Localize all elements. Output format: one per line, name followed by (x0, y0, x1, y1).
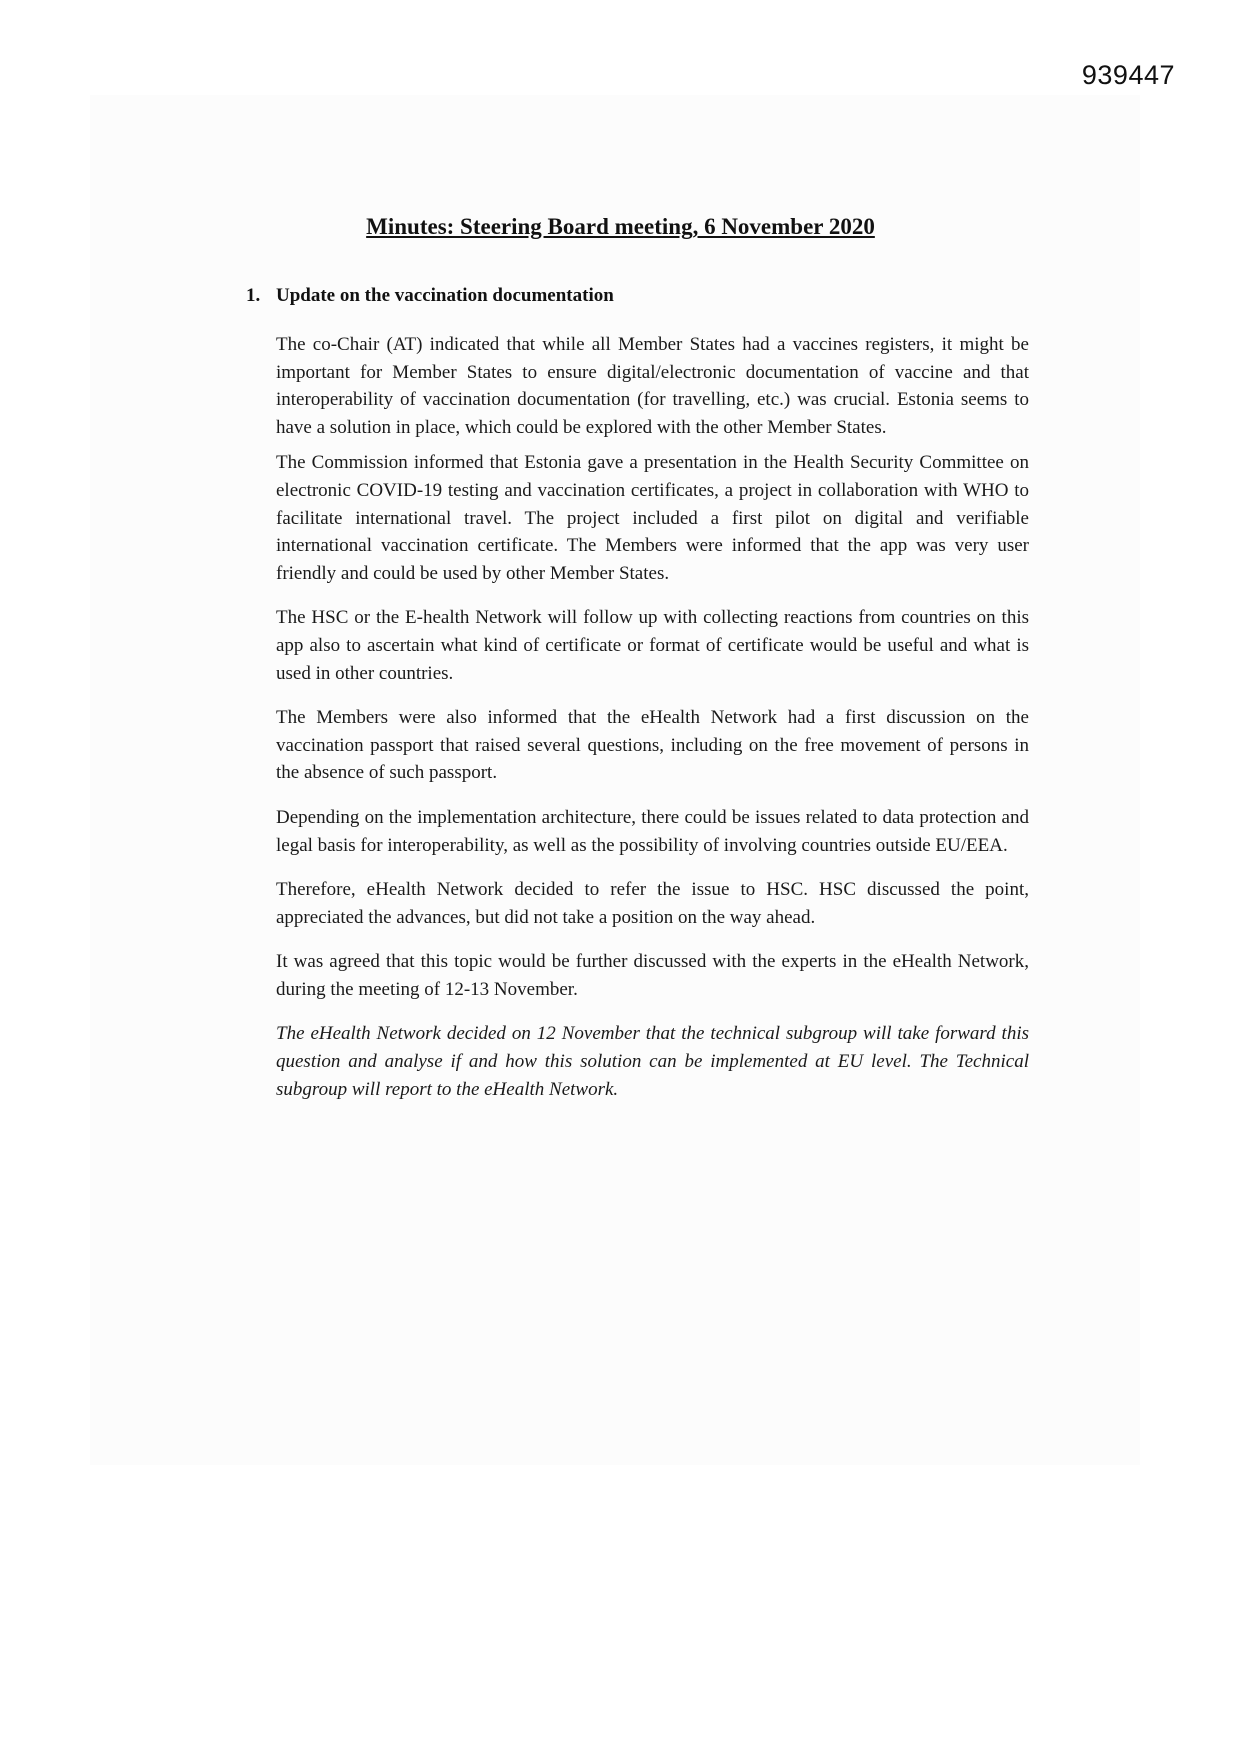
paragraph-cochair-registers: The co-Chair (AT) indicated that while all Member States had a vaccines registers, it might be important for Member States to ensure digital/electronic documentation of vaccine and that interoperability of vaccination documentation (for travelling, etc.) was crucial. Estonia seems to have a solution in place, which could be explored with the other Member States. (276, 334, 1029, 438)
paragraph-vaccination-passport: The Members were also informed that the eHealth Network had a first discussion on the vaccination passport that raised several questions, including on the free movement of persons in the absence of such passport. (276, 707, 1029, 784)
section-body (276, 331, 1029, 1103)
section-heading-text: Update on the vaccination documentation (276, 285, 614, 306)
paragraph-implementation-architecture: Depending on the implementation architecture, there could be issues related to data protection and legal basis for interoperability, as well as the possibility of involving countries outside EU/EEA. (276, 806, 1029, 856)
paragraph-hsc-followup: The HSC or the E-health Network will follow up with collecting reactions from countries on this app also to ascertain what kind of certificate or format of certificate would be useful and what is used in other countries. (276, 607, 1029, 684)
section-number: 1. (246, 285, 261, 306)
paragraph-ehealth-decision-note: The eHealth Network decided on 12 November that the technical subgroup will take forward this question and analyse if and how this solution can be implemented at EU level. The Technical subgroup will report to the eHealth Network. (276, 1023, 1029, 1100)
section-heading (246, 285, 614, 307)
paragraph-further-discussion: It was agreed that this topic would be further discussed with the experts in the eHealth Network, during the meeting of 12-13 November. (276, 951, 1029, 1000)
document-id: 939447 (1081, 60, 1175, 90)
page-title: Minutes: Steering Board meeting, 6 November 2020 (366, 214, 875, 239)
paragraph-refer-to-hsc: Therefore, eHealth Network decided to refer the issue to HSC. HSC discussed the point, appreciated the advances, but did not take a position on the way ahead. (276, 879, 1029, 928)
paragraph-commission-estonia: The Commission informed that Estonia gave a presentation in the Health Security Committee on electronic COVID-19 testing and vaccination certificates, a project in collaboration with WHO to facilitate international travel. The project included a first pilot on digital and verifiable international vaccination certificate. The Members were informed that the app was very user friendly and could be used by other Member States. (276, 452, 1029, 584)
